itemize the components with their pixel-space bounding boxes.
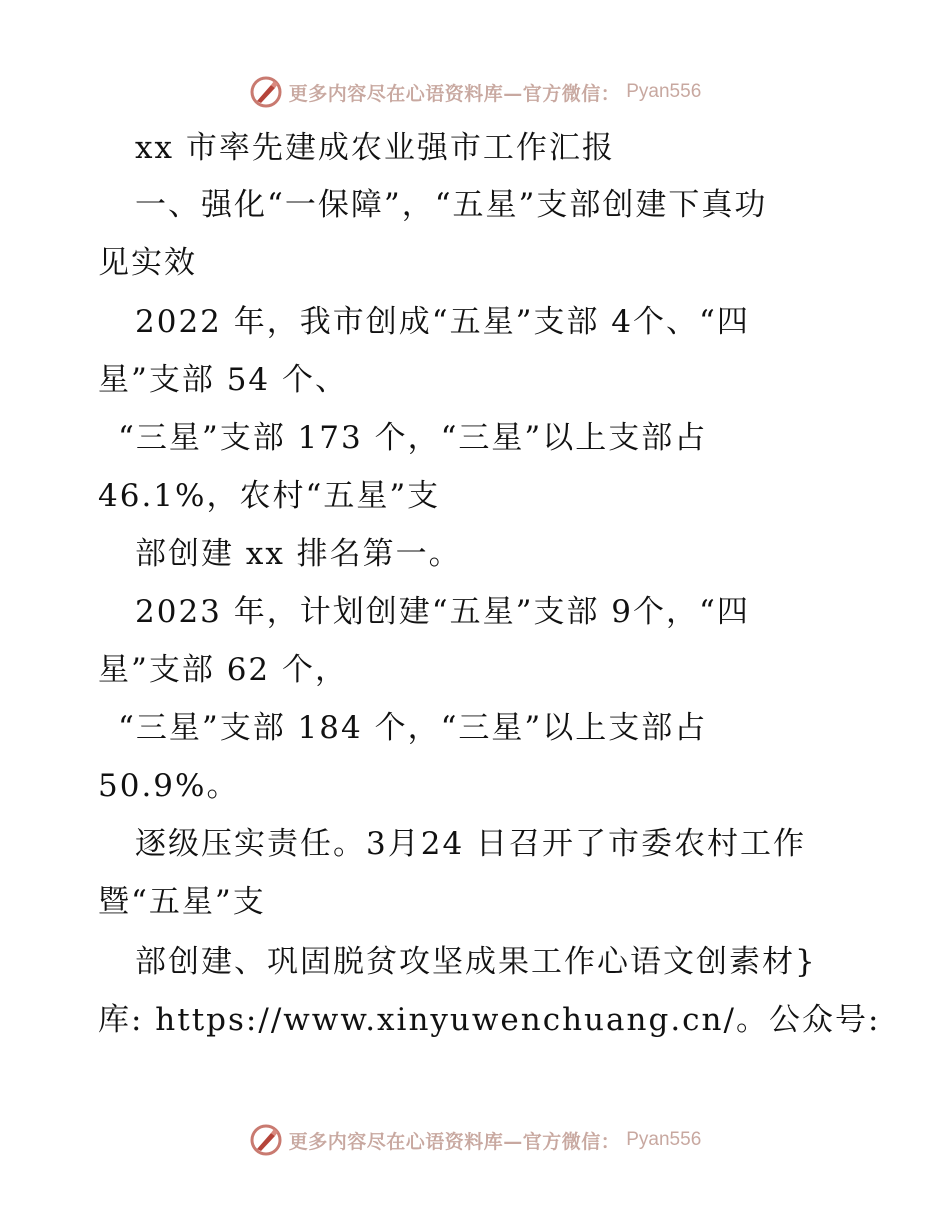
paragraph-line: 一、强化“一保障”，“五星”支部创建下真功 bbox=[135, 187, 768, 223]
paragraph-line: 2023 年，计划创建“五星”支部 9个，“四 bbox=[135, 594, 750, 630]
paragraph-line: 部创建、巩固脱贫攻坚成果工作心语文创素材} bbox=[135, 944, 817, 980]
paragraph-line: “三星”支部 184 个，“三星”以上支部占 bbox=[118, 710, 708, 746]
paragraph-line: 逐级压实责任。3月24 日召开了市委农村工作 bbox=[135, 826, 807, 862]
watermark-text: 更多内容尽在心语资料库—官方微信： bbox=[288, 1130, 621, 1153]
wechat-id: Pyan556 bbox=[626, 81, 702, 102]
footer-watermark-banner bbox=[0, 1120, 950, 1160]
watermark-text: 更多内容尽在心语资料库—官方微信： bbox=[288, 82, 621, 105]
paragraph-line: 2022 年，我市创成“五星”支部 4个、“四 bbox=[135, 304, 750, 340]
document-title: xx 市率先建成农业强市工作汇报 bbox=[135, 130, 615, 166]
paragraph-line: 库: https://www.xinyuwenchuang.cn/。公众号: bbox=[98, 1002, 881, 1038]
paragraph-line: 见实效 bbox=[98, 245, 197, 281]
paragraph-line: 46.1%，农村“五星”支 bbox=[98, 478, 441, 514]
header-watermark-banner bbox=[0, 72, 950, 112]
pen-logo-icon bbox=[249, 75, 283, 109]
pen-logo-icon bbox=[249, 1123, 283, 1157]
paragraph-line: “三星”支部 173 个，“三星”以上支部占 bbox=[118, 420, 708, 456]
paragraph-line: 暨“五星”支 bbox=[98, 884, 266, 920]
paragraph-line: 50.9%。 bbox=[98, 768, 240, 804]
paragraph-line: 星”支部 54 个、 bbox=[98, 362, 349, 398]
paragraph-line: 星”支部 62 个， bbox=[98, 652, 349, 688]
paragraph-line: 部创建 xx 排名第一。 bbox=[135, 536, 462, 572]
wechat-id: Pyan556 bbox=[626, 1129, 702, 1150]
